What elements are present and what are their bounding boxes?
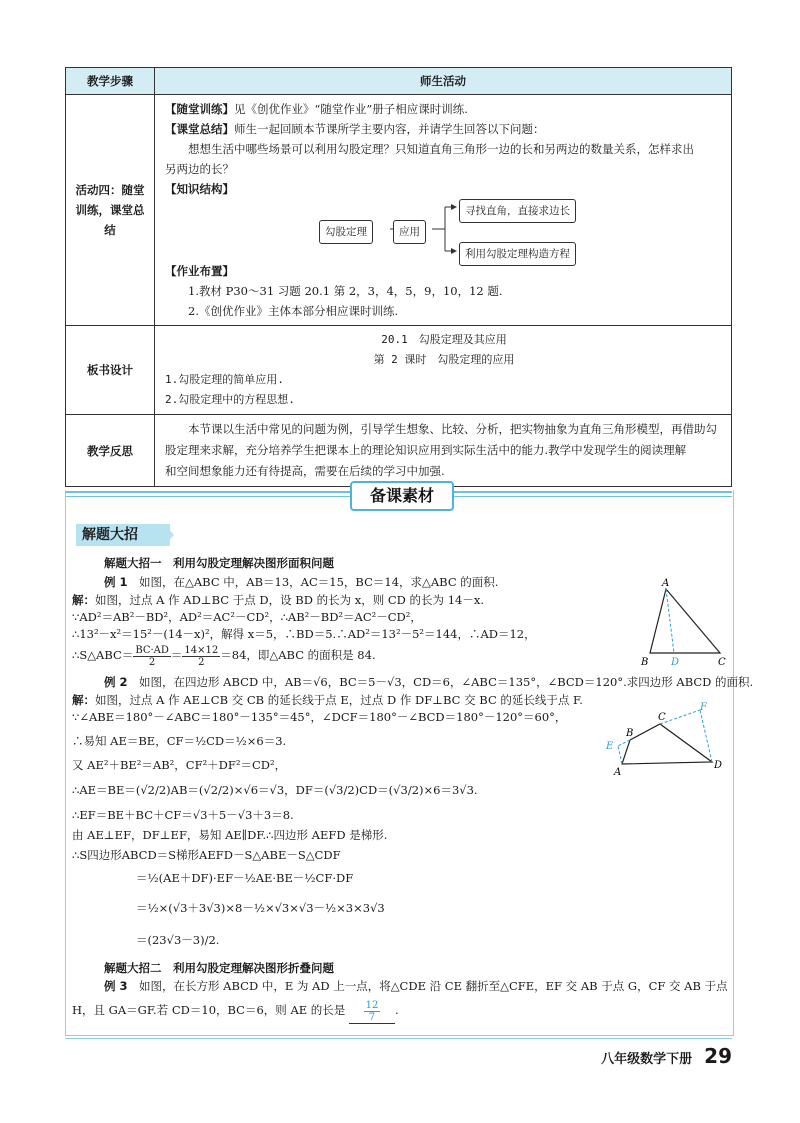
bottom-rule [65,1038,732,1039]
ex1-line-3: ∵AD²＝AB²－BD²，AD²＝AC²－CD²，∴AB²－BD²＝AC²－CD²， [72,610,422,624]
ex1-line-5: ∴S△ABC＝ $\frac{BC\cdot AD}{2}$ ＝ $\frac{14\times 12}{2}$ ＝84，即△ABC 的面积是 84. [72,644,376,668]
ex3-text-2: H，且 GA＝GF.若 CD＝10，BC＝6，则 AE 的长是 [72,1003,346,1017]
reflection-label: 教学反思 [66,415,155,487]
fig2-label-c: C [658,712,666,723]
board-content [155,326,732,415]
knowledge-diagram [165,199,723,261]
reflection-content [155,415,732,487]
ex3-label: 例 3 [104,979,128,993]
ex2-line-12: ＝(23√3－3)/2. [136,933,220,947]
structure-title: 【知识结构】 [165,182,234,196]
fig2-label-e: E [606,741,614,752]
fig1-label-b: B [641,657,649,668]
table-row-board [66,326,732,415]
ex2-text-2: 如图，过点 A 作 AE⊥CB 交 CB 的延长线于点 E，过点 D 作 DF⊥BC 交 BC 的延长线于点 F. [95,693,583,707]
ex1-frac-1 [133,645,171,668]
ex3-line-1 [104,978,754,994]
ex2-line-11: ＝½×(√3＋3√3)×8－½×√3×√3－½×3×3√3 [136,901,385,915]
ex1-frac-2 [182,645,220,668]
ex3-line-2 [72,998,722,1024]
practice-line [165,99,723,119]
table-row-reflection [66,415,732,487]
altitude-ad [666,589,674,653]
fig2-label-d: D [714,760,723,771]
ex1-area-label: ∴S△ABC＝ [72,648,134,662]
method-tag-tail [164,524,174,546]
summary-title: 【课堂总结】 [165,122,234,136]
fig1-label-c: C [718,657,726,668]
quadrilateral-figure [600,702,730,778]
ex2-line-4: ∴易知 AE＝BE，CF＝½CD＝½×6＝3. [72,734,287,748]
section-title: 备课素材 [350,481,454,511]
board-line-1: 1.勾股定理的简单应用. [165,373,284,386]
ex1-text-1: 如图，在△ABC 中，AB＝13，AC＝15，BC＝14，求△ABC 的面积. [139,575,499,589]
ext-bc [660,710,700,724]
activity4-label: 活动四：随堂训练，课堂总结 [66,95,155,326]
homework-title: 【作业布置】 [165,264,234,278]
reflection-line-1: 本节课以生活中常见的问题为例，引导学生想象、比较、分析，把实物抽象为直角三角形模型，再借助勾 [188,422,717,436]
triangle-figure [638,575,730,670]
method-2-title: 解题大招二 利用勾股定理解决图形折叠问题 [104,961,334,975]
diagram-branch-1: 寻找直角，直接求边长 [459,199,576,223]
ex2-line-6: ∴AE＝BE＝(√2/2)AB＝(√2/2)×√6＝√3，DF＝(√3/2)CD＝(√3/2)×6＝3√3. [72,783,478,797]
fig2-label-a: A [614,767,622,778]
ex1-frac-2-num: 14×12 [184,644,219,656]
ex1-text-2: 如图，过点 A 作 AD⊥BC 于点 D，设 BD 的长为 x，则 CD 的长为 14－x. [95,593,484,607]
ex1-frac-1-num: BC·AD [135,644,169,656]
diagram-branch-2: 利用勾股定理构造方程 [459,242,576,266]
fig2-label-b: B [626,728,634,739]
page-footer [601,1044,732,1068]
practice-title: 【随堂训练】 [165,102,234,116]
ex3-answer-blank [349,998,395,1024]
table-header-row [66,68,732,95]
board-label: 板书设计 [66,326,155,415]
diagram-middle: 应用 [393,220,426,244]
ex3-answer [364,1000,381,1023]
ex2-text-1: 如图，在四边形 ABCD 中，AB＝√6，BC＝5－√3，CD＝6，∠ABC＝135°，∠BCD＝120°.求四边形 ABCD 的面积. [139,675,754,689]
board-title-1: 20.1 勾股定理及其应用 [381,333,507,346]
question-1: 想想生活中哪些场景可以利用勾股定理？只知道直角三角形一边的长和另两边的数量关系，怎样求出 [188,142,694,156]
ex2-line-7: ∴EF＝BE＋BC＋CF＝√3＋5－√3＋3＝8. [72,808,294,822]
perp-ae [618,746,622,764]
ex2-line-8: 由 AE⊥EF，DF⊥EF，易知 AE∥DF.∴四边形 AEFD 是梯形. [72,828,388,842]
ex2-line-5: 又 AE²＋BE²＝AB²，CF²＋DF²＝CD²， [72,758,287,772]
ex2-solution-label: 解： [72,693,95,707]
ex3-text-1: 如图，在长方形 ABCD 中，E 为 AD 上一点，将△CDE 沿 CE 翻折至△CFE，EF 交 AB 于点 G，CF 交 AB 于点 [139,979,728,993]
ex1-frac-2-den: 2 [198,656,205,668]
question-2: 另两边的长？ [165,162,234,176]
ex1-frac-1-den: 2 [148,656,156,668]
ex2-line-10: ＝½(AE＋DF)·EF－½AE·BE－½CF·DF [136,871,354,885]
table-row-activity4 [66,95,732,326]
homework-1: 1.教材 P30～31 习题 20.1 第 2，3，4，5，9，10，12 题. [188,284,503,298]
ex3-answer-den: 7 [368,1011,376,1023]
reflection-line-2: 股定理来求解，充分培养学生把课本上的理论知识应用到实际生活中的能力.教学中发现学生的阅读理解 [165,443,687,457]
fig2-label-f: F [700,702,707,713]
board-line-2: 2.勾股定理中的方程思想. [165,393,295,406]
practice-text: 见《创优作业》“随堂作业”册子相应课时训练. [234,102,468,116]
diagram-root: 勾股定理 [319,220,373,244]
fig1-label-a: A [662,578,670,589]
ex1-line-2 [72,592,722,608]
ex2-label: 例 2 [104,675,128,689]
summary-text: 师生一起回顾本节课所学主要内容，并请学生回答以下问题： [234,122,545,136]
book-title: 八年级数学下册 [601,1052,693,1067]
header-activity: 师生活动 [155,68,732,95]
ex2-line-3: ∵∠ABE＝180°－∠ABC＝180°－135°＝45°，∠DCF＝180°－∠BCD＝180°－120°＝60°， [72,710,567,724]
ex1-label: 例 1 [104,575,128,589]
fig1-label-d: D [671,657,680,668]
triangle-abc [650,589,720,653]
summary-line [165,119,723,139]
method-tag: 解题大招 [76,524,170,546]
ex1-line-4: ∴13²－x²＝15²－(14－x)²，解得 x＝5，∴BD＝5.∴AD²＝13²－5²＝144，∴AD＝12， [72,627,536,641]
board-title-2: 第 2 课时 勾股定理的应用 [373,353,515,366]
page-number: 29 [704,1044,732,1068]
lesson-plan-table [65,67,732,487]
ex1-result: ＝84，即△ABC 的面积是 84. [220,648,376,662]
ex3-end: . [394,1003,399,1017]
ex2-line-1 [104,674,754,690]
reflection-line-3: 和空间想象能力还有待提高，需要在后续的学习中加强. [165,464,445,478]
method-1-title: 解题大招一 利用勾股定理解决图形面积问题 [104,556,334,570]
ex2-line-9: ∴S四边形ABCD＝S梯形AEFD－S△ABE－S△CDF [72,848,341,862]
activity4-content [155,95,732,326]
homework-2: 2.《创优作业》主体本部分相应课时训练. [188,304,399,318]
ex3-answer-num: 12 [365,999,379,1011]
ex1-solution-label: 解： [72,593,95,607]
quad-abcd [622,724,712,764]
header-step: 教学步骤 [66,68,155,95]
